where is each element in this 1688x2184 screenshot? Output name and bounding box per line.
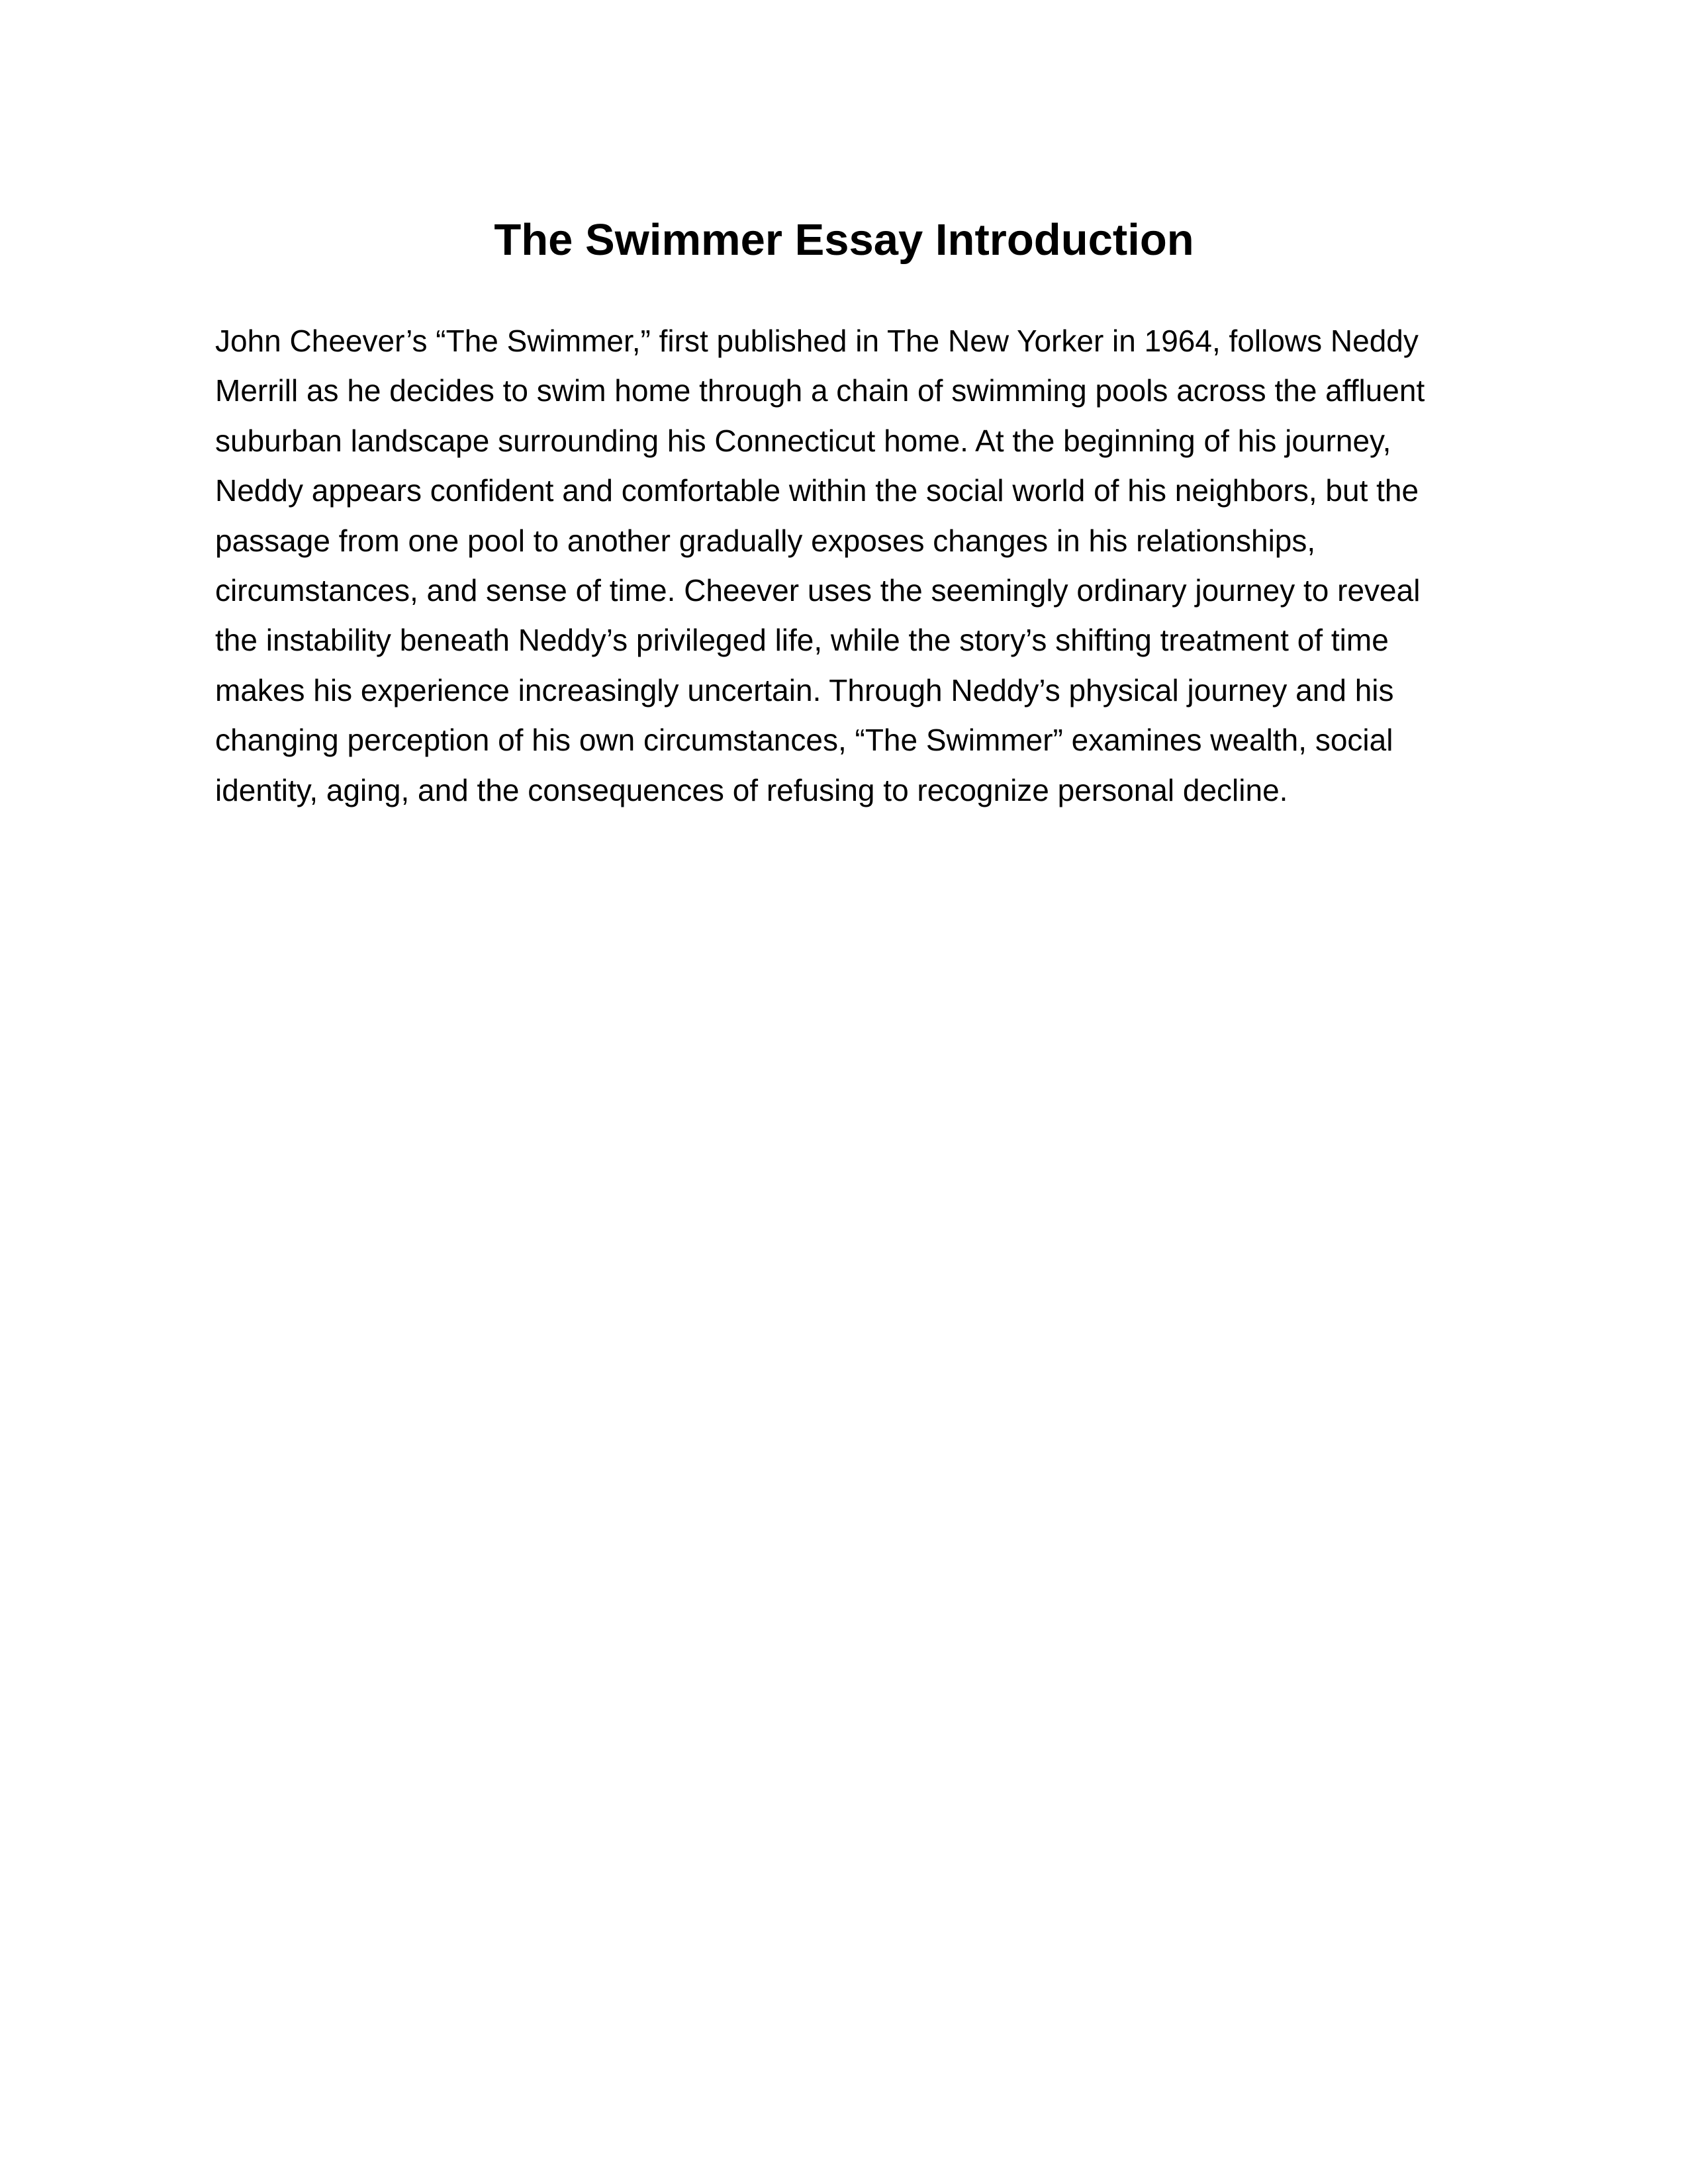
paragraph-line: the instability beneath Neddy’s privileged life, while the story’s shifting treatment of time — [215, 623, 1389, 658]
paragraph-line: circumstances, and sense of time. Cheever uses the seemingly ordinary journey to reveal — [215, 573, 1421, 608]
paragraph-line: identity, aging, and the consequences of refusing to recognize personal decline. — [215, 772, 1288, 807]
paragraph-line: suburban landscape surrounding his Connecticut home. At the beginning of his journey, — [215, 423, 1391, 458]
paragraph-line: changing perception of his own circumstances, “The Swimmer” examines wealth, social — [215, 723, 1393, 758]
paragraph-line: passage from one pool to another gradually exposes changes in his relationships, — [215, 523, 1316, 558]
paragraph-line: makes his experience increasingly uncertain. Through Neddy’s physical journey and his — [215, 672, 1394, 707]
paragraph-line: John Cheever’s “The Swimmer,” first published in The New Yorker in 1964, follows Neddy — [215, 324, 1419, 358]
paragraph-line: Merrill as he decides to swim home through a chain of swimming pools across the affluent — [215, 373, 1425, 408]
paragraph-line: Neddy appears confident and comfortable within the social world of his neighbors, but the — [215, 473, 1419, 508]
introduction-paragraph — [215, 316, 1486, 815]
document-title: The Swimmer Essay Introduction — [494, 215, 1194, 265]
